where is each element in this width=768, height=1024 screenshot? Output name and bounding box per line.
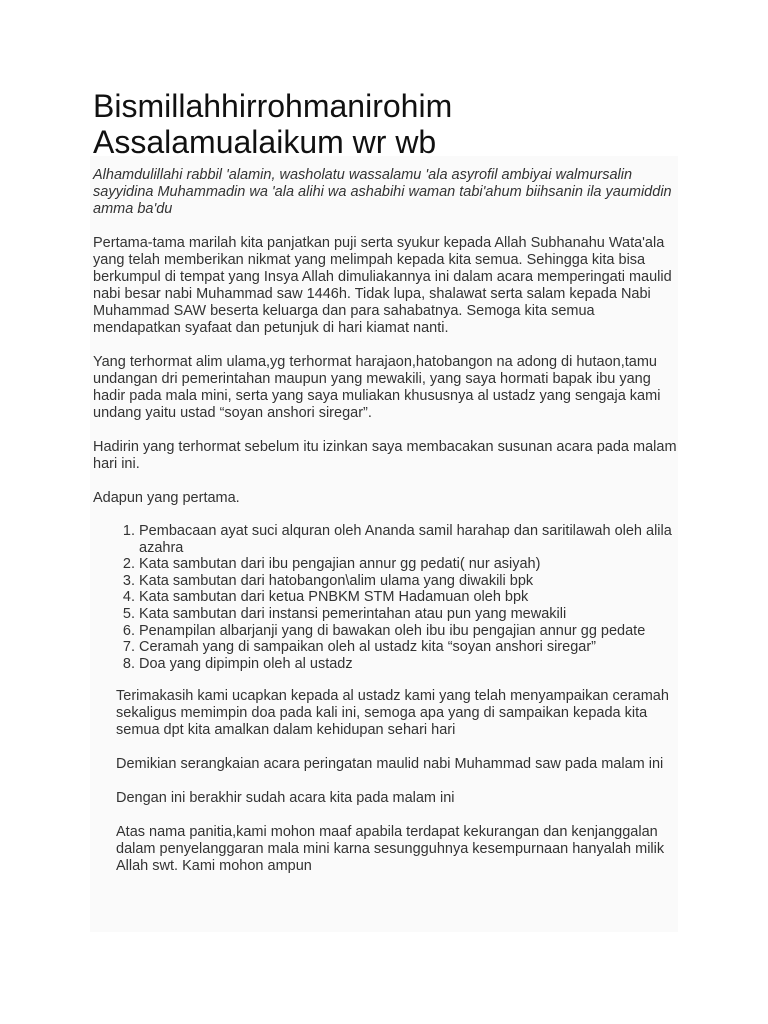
list-item: 1. Pembacaan ayat suci alquran oleh Ananda samil harahap dan saritilawah oleh alila azahra: [139, 523, 678, 556]
paragraph: Demikian serangkaian acara peringatan maulid nabi Muhammad saw pada malam ini: [116, 756, 664, 773]
list-item: 3. Kata sambutan dari hatobangon\alim ulama yang diwakili bpk: [139, 573, 678, 590]
list-item: 5. Kata sambutan dari instansi pemerintahan atau pun yang mewakili: [139, 606, 678, 623]
list-item: 4. Kata sambutan dari ketua PNBKM STM Hadamuan oleh bpk: [139, 589, 678, 606]
list-item: 6. Penampilan albarjanji yang di bawakan oleh ibu ibu pengajian annur gg pedate: [139, 623, 678, 640]
paragraph: Adapun yang pertama.: [93, 490, 240, 506]
paragraph: Pertama-tama marilah kita panjatkan puji serta syukur kepada Allah Subhanahu Wata'ala yang telah memberikan nikmat yang melimpah kepada kita semua. Sehingga kita bisa berkumpul di tempat yang Insya Allah dimuliakannya ini dalam acara memperingati maulid nabi besar nabi Muhammad saw 1446h. Tidak lupa, shalawat serta salam kepada Nabi Muhammad SAW beserta keluarga dan para sahabatnya. Semoga kita semua mendapatkan syafaat dan petunjuk di hari kiamat nanti.: [93, 235, 672, 336]
document-body: [93, 88, 678, 875]
list-item: 7. Ceramah yang di sampaikan oleh al ustadz kita “soyan anshori siregar”: [139, 639, 678, 656]
page-title: [93, 88, 678, 160]
list-item: 2. Kata sambutan dari ibu pengajian annur gg pedati( nur asiyah): [139, 556, 678, 573]
paragraph: Dengan ini berakhir sudah acara kita pada malam ini: [116, 790, 455, 807]
title-line-1: Bismillahhirrohmanirohim: [93, 88, 453, 124]
opening-prayer: Alhamdulillahi rabbil 'alamin, washolatu wassalamu 'ala asyrofil ambiyai walmursalin sayyidina Muhammadin wa 'ala alihi wa ashabihi waman tabi'ahum biihsanin ila yaumiddin amma ba'du: [93, 167, 672, 217]
paragraph: Yang terhormat alim ulama,yg terhormat harajaon,hatobangon na adong di hutaon,tamu undangan dri pemerintahan maupun yang mewakili, yang saya hormati bapak ibu yang hadir pada mala mini, serta yang saya muliakan khususnya al ustadz yang sengaja kami undang yaitu ustad “soyan anshori siregar”.: [93, 354, 661, 421]
paragraph: Hadirin yang terhormat sebelum itu izinkan saya membacakan susunan acara pada malam hari ini.: [93, 439, 677, 472]
agenda-list: [93, 523, 678, 672]
paragraph: Terimakasih kami ucapkan kepada al ustadz kami yang telah menyampaikan ceramah sekaligus memimpin doa pada kali ini, semoga apa yang di sampaikan kepada kita semua dpt kita amalkan dalam kehidupan sehari hari: [116, 688, 669, 739]
title-line-2: Assalamualaikum wr wb: [93, 124, 437, 160]
list-item: 8. Doa yang dipimpin oleh al ustadz: [139, 656, 678, 673]
paragraph: Atas nama panitia,kami mohon maaf apabila terdapat kekurangan dan kenjanggalan dalam penyelanggaran mala mini karna sesungguhnya kesempurnaan hanyalah milik Allah swt. Kami mohon ampun: [116, 824, 665, 875]
